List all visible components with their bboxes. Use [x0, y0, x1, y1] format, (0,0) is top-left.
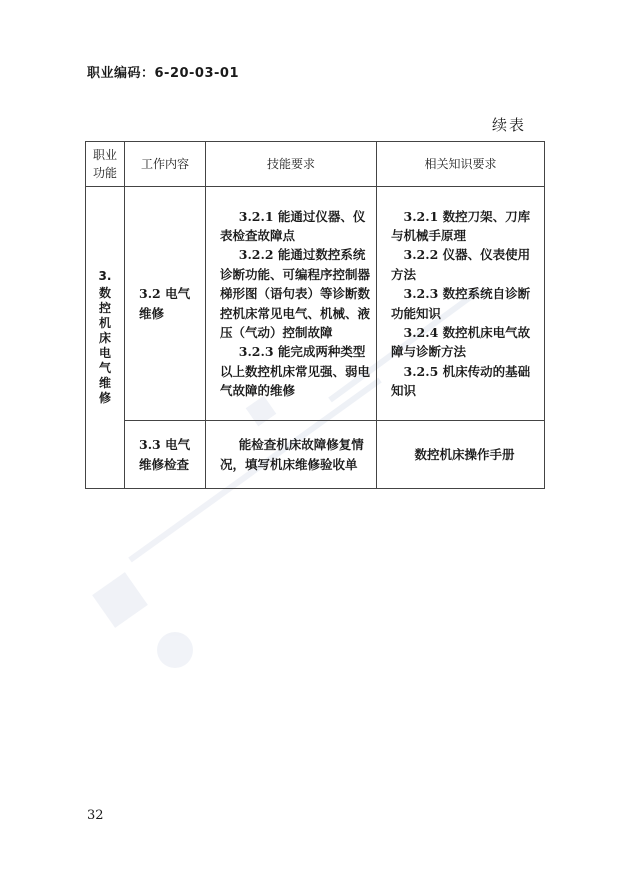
knowledge-item: 3.2.4 数控机床电气故障与诊断方法	[391, 324, 531, 360]
knowledge-item: 3.2.1 数控刀架、刀库与机械手原理	[391, 208, 531, 243]
function-number: 3.	[98, 269, 112, 284]
table-row	[86, 187, 545, 421]
page-number: 32	[87, 808, 104, 823]
content-cell: 3.2 电气维修	[125, 187, 206, 421]
header-skills: 技能要求	[206, 142, 377, 187]
skill-item: 能检查机床故障修复情况，填写机床维修验收单	[220, 437, 364, 472]
table-header-row	[86, 142, 545, 187]
knowledge-item: 数控机床操作手册	[414, 446, 515, 462]
content-cell: 3.3 电气维修检查	[125, 421, 206, 489]
knowledge-item: 3.2.3 数控系统自诊断功能知识	[391, 286, 531, 321]
knowledge-cell	[377, 421, 545, 489]
skill-item: 3.2.3 能完成两种类型以上数控机床常见强、弱电气故障的维修	[220, 344, 371, 398]
skill-item: 3.2.2 能通过数控系统诊断功能、可编程序控制器梯形图（语句表）等诊断数控机床常见电气、机械、液压（气动）控制故障	[220, 247, 371, 340]
skill-requirements-table	[85, 141, 545, 489]
header-content: 工作内容	[125, 142, 206, 187]
header-knowledge: 相关知识要求	[377, 142, 545, 187]
knowledge-cell	[377, 187, 545, 421]
header-function: 职业功能	[86, 142, 125, 187]
occupation-code: 职业编码：6-20-03-01	[87, 66, 240, 81]
function-cell	[86, 187, 125, 489]
knowledge-item: 3.2.5 机床传动的基础知识	[391, 363, 531, 398]
continued-label: 续表	[492, 116, 527, 134]
skills-cell	[206, 187, 377, 421]
skill-item: 3.2.1 能通过仪器、仪表检查故障点	[220, 208, 366, 243]
function-name: 数控机床电气维修	[99, 286, 112, 405]
table-row	[86, 421, 545, 489]
skills-cell	[206, 421, 377, 489]
knowledge-item: 3.2.2 仪器、仪表使用方法	[391, 247, 531, 282]
